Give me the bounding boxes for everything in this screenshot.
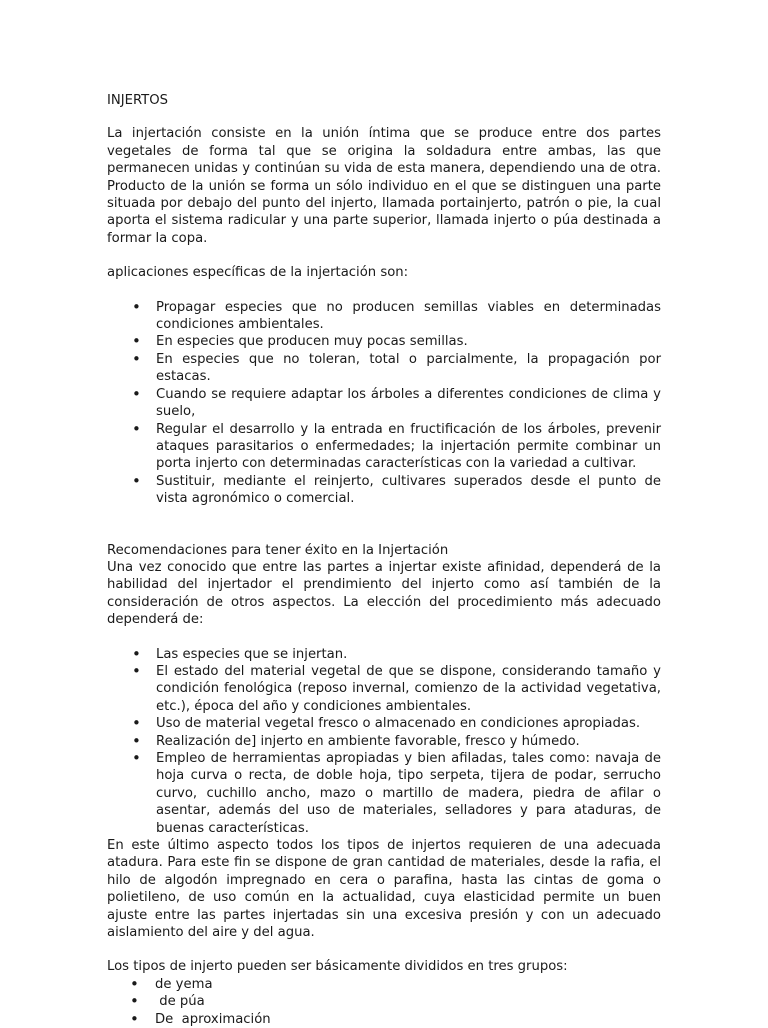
recommendations-intro: Una vez conocido que entre las partes a injertar existe afinidad, dependerá de la habilidad del injertador el prendimiento del injerto como así también de la consideración de otros aspectos. La elección del procedimiento más adecuado dependerá de: xyxy=(107,559,661,628)
recommendations-list xyxy=(107,646,661,837)
list-item: • Empleo de herramientas apropiadas y bien afiladas, tales como: navaja de hoja curva o recta, de doble hoja, tipo serpeta, tijera de podar, serrucho curvo, cuchillo ancho, mazo o martillo de madera, piedra de afilar o asentar, además del uso de materiales, selladores y para ataduras, de buenas características. xyxy=(107,750,661,837)
recommendations-heading: Recomendaciones para tener éxito en la Injertación xyxy=(107,542,449,558)
list-item: • Sustituir, mediante el reinjerto, cultivares superados desde el punto de vista agronómico o comercial. xyxy=(107,473,661,508)
list-item: • Cuando se requiere adaptar los árboles a diferentes condiciones de clima y suelo, xyxy=(107,386,661,421)
list-item: • De aproximación xyxy=(107,1011,661,1028)
list-item: • Propagar especies que no producen semillas viables en determinadas condiciones ambientales. xyxy=(107,299,661,334)
applications-heading: aplicaciones específicas de la injertación son: xyxy=(107,265,409,281)
list-item: • Uso de material vegetal fresco o almacenado en condiciones apropiadas. xyxy=(107,715,661,732)
list-item: • de púa xyxy=(107,993,661,1010)
list-item: • Las especies que se injertan. xyxy=(107,646,661,663)
list-item: • En especies que producen muy pocas semillas. xyxy=(107,333,661,350)
list-item: • El estado del material vegetal de que se dispone, considerando tamaño y condición fenológica (reposo invernal, comienzo de la actividad vegetativa, etc.), época del año y condiciones ambientales. xyxy=(107,663,661,715)
list-item: • de yema xyxy=(107,976,661,993)
list-item: • Regular el desarrollo y la entrada en fructificación de los árboles, prevenir ataques parasitarios o enfermedades; la injertación permite combinar un porta injerto con determinadas características con la variedad a cultivar. xyxy=(107,421,661,473)
list-item: • Realización de] injerto en ambiente favorable, fresco y húmedo. xyxy=(107,733,661,750)
intro-paragraph: La injertación consiste en la unión íntima que se produce entre dos partes vegetales de forma tal que se origina la soldadura entre ambas, las que permanecen unidas y continúan su vida de esta manera, dependiendo una de otra. Producto de la unión se forma un sólo individuo en el que se distinguen una parte situada por debajo del punto del injerto, llamada portainjerto, patrón o pie, la cual aporta el sistema radicular y una parte superior, llamada injerto o púa destinada a formar la copa. xyxy=(107,126,661,246)
types-heading: Los tipos de injerto pueden ser básicamente divididos en tres grupos: xyxy=(107,959,568,975)
spacer xyxy=(107,525,661,542)
list-item: • En especies que no toleran, total o parcialmente, la propagación por estacas. xyxy=(107,351,661,386)
types-list xyxy=(107,976,661,1028)
applications-list xyxy=(107,299,661,508)
document-title: INJERTOS xyxy=(107,93,168,108)
spacer xyxy=(107,508,661,525)
ataduras-paragraph: En este último aspecto todos los tipos de injertos requieren de una adecuada atadura. Para este fin se dispone de gran cantidad de materiales, desde la rafia, el hilo de algodón impregnado en cera o parafina, hasta las cintas de goma o polietileno, de uso común en la actualidad, cuya elasticidad permite un buen ajuste entre las partes injertadas sin una excesiva presión y con un adecuado aislamiento del aire y del agua. xyxy=(107,838,661,941)
document-page xyxy=(107,92,661,1028)
